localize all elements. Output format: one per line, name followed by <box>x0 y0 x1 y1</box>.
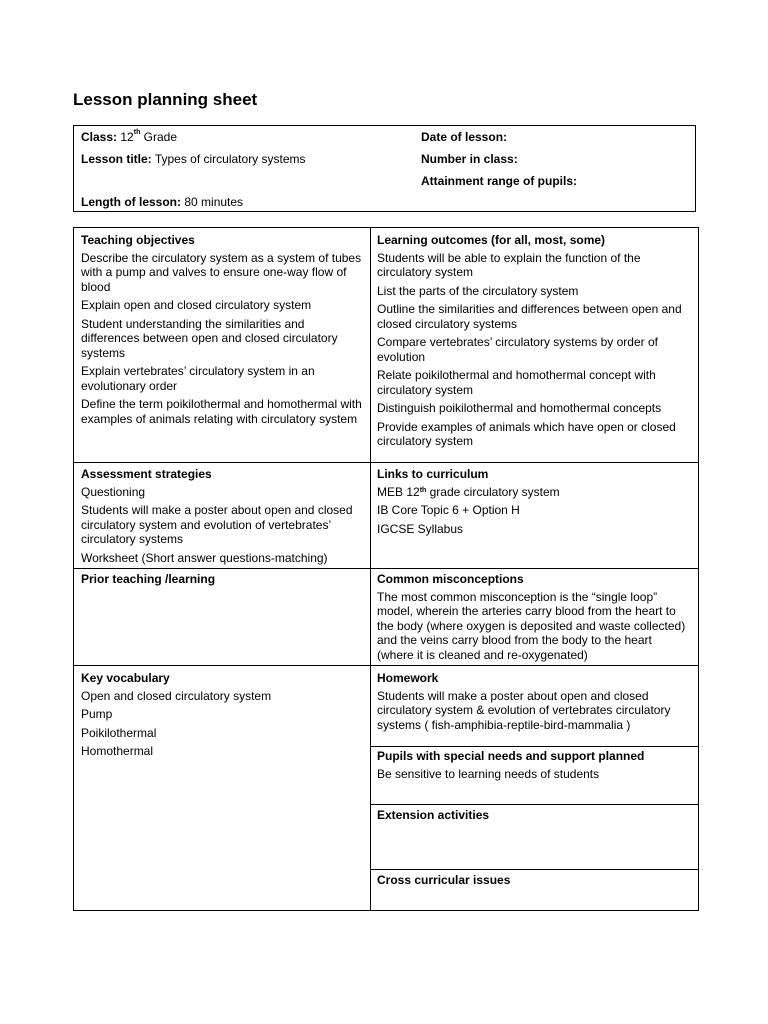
row-divider <box>370 869 698 870</box>
list-item: Relate poikilothermal and homothermal concept with circulatory system <box>377 368 656 397</box>
prior-learning-heading: Prior teaching /learning <box>81 572 216 586</box>
learning-outcomes-heading: Learning outcomes (for all, most, some) <box>377 233 606 247</box>
cross-curricular-heading: Cross curricular issues <box>377 873 511 887</box>
list-item: Students will be able to explain the function of the circulatory system <box>377 250 641 279</box>
homework-text: Students will make a poster about open and closed circulatory system & evolution of vertebrates circulatory systems ( fish-amphibia-reptile-bird-mammalia ) <box>377 688 671 732</box>
length-label: Length of lesson: <box>81 195 181 209</box>
special-needs-heading: Pupils with special needs and support planned <box>377 749 645 763</box>
class-value: 12 <box>120 130 134 144</box>
list-item: Explain vertebrates’ circulatory system in an evolutionary order <box>81 364 315 393</box>
links-item-prefix: MEB 12 <box>377 484 420 499</box>
number-label: Number in class: <box>421 152 518 166</box>
list-item: Compare vertebrates’ circulatory systems by order of evolution <box>377 335 658 364</box>
list-item: Define the term poikilothermal and homothermal with examples of animals relating with circulatory system <box>81 397 362 426</box>
class-field <box>81 130 177 144</box>
lesson-header-box <box>73 125 696 212</box>
special-needs-text: Be sensitive to learning needs of students <box>377 766 600 781</box>
row-divider <box>74 462 698 463</box>
lesson-title-field <box>81 152 306 166</box>
list-item: IB Core Topic 6 + Option H <box>377 503 520 517</box>
row-divider <box>370 804 698 805</box>
list-item: Outline the similarities and differences between open and closed circulatory systems <box>377 302 682 331</box>
misconceptions-heading: Common misconceptions <box>377 572 524 586</box>
teaching-objectives-cell <box>81 233 365 430</box>
list-item: List the parts of the circulatory system <box>377 283 579 298</box>
list-item: Distinguish poikilothermal and homothermal concepts <box>377 401 662 415</box>
vocabulary-heading: Key vocabulary <box>81 671 170 685</box>
lesson-title-label: Lesson title: <box>81 152 152 166</box>
list-item: Questioning <box>81 484 146 499</box>
page-title: Lesson planning sheet <box>73 90 258 109</box>
extension-cell <box>377 808 690 826</box>
list-item: Student understanding the similarities and differences between open and closed circulatory systems <box>81 316 338 360</box>
length-value: 80 minutes <box>184 195 244 209</box>
class-label: Class: <box>81 130 118 144</box>
lesson-title-value: Types of circulatory systems <box>154 152 306 166</box>
list-item: Describe the circulatory system as a system of tubes with a pump and valves to ensure one-way flow of blood <box>81 250 362 294</box>
misconceptions-text: The most common misconception is the “single loop” model, wherein the arteries carry blood from the heart to the body (where oxygen is deposited and waste collected) and the veins carry blood from the body to the heart (where it is cleaned and re-oxygenated) <box>377 589 686 662</box>
links-heading: Links to curriculum <box>377 467 489 481</box>
homework-cell <box>377 671 690 736</box>
list-item: IGCSE Syllabus <box>377 521 464 536</box>
extension-heading: Extension activities <box>377 808 490 822</box>
list-item: Worksheet (Short answer questions-matching) <box>81 550 328 565</box>
list-item: Explain open and closed circulatory system <box>81 298 312 312</box>
homework-heading: Homework <box>377 671 439 685</box>
date-field <box>421 130 507 144</box>
attainment-label: Attainment range of pupils: <box>421 174 577 188</box>
lesson-plan-grid <box>73 227 699 911</box>
assessment-heading: Assessment strategies <box>81 467 212 481</box>
special-needs-cell <box>377 749 690 785</box>
attainment-field <box>421 174 577 188</box>
assessment-cell <box>81 467 365 569</box>
list-item: Poikilothermal <box>81 725 157 740</box>
list-item: Provide examples of animals which have open or closed circulatory system <box>377 419 676 448</box>
class-sup: th <box>133 129 141 136</box>
misconceptions-cell <box>377 572 690 666</box>
vocabulary-cell <box>81 671 365 763</box>
column-divider <box>370 228 371 910</box>
length-field <box>81 195 243 209</box>
list-item <box>377 485 690 500</box>
date-label: Date of lesson: <box>421 130 508 144</box>
links-cell <box>377 467 690 540</box>
teaching-objectives-heading: Teaching objectives <box>81 233 195 247</box>
learning-outcomes-cell <box>377 233 690 453</box>
row-divider <box>370 746 698 747</box>
links-item-suffix: grade circulatory system <box>426 484 560 499</box>
list-item: Homothermal <box>81 744 154 758</box>
list-item: Pump <box>81 707 113 721</box>
list-item: Open and closed circulatory system <box>81 688 272 703</box>
prior-learning-cell <box>81 572 365 590</box>
links-item-sup: th <box>419 486 427 494</box>
cross-curricular-cell <box>377 873 690 891</box>
number-field <box>421 152 518 166</box>
class-suffix: Grade <box>140 130 178 144</box>
list-item: Students will make a poster about open and closed circulatory system and evolution of vertebrates’ circulatory systems <box>81 503 353 546</box>
